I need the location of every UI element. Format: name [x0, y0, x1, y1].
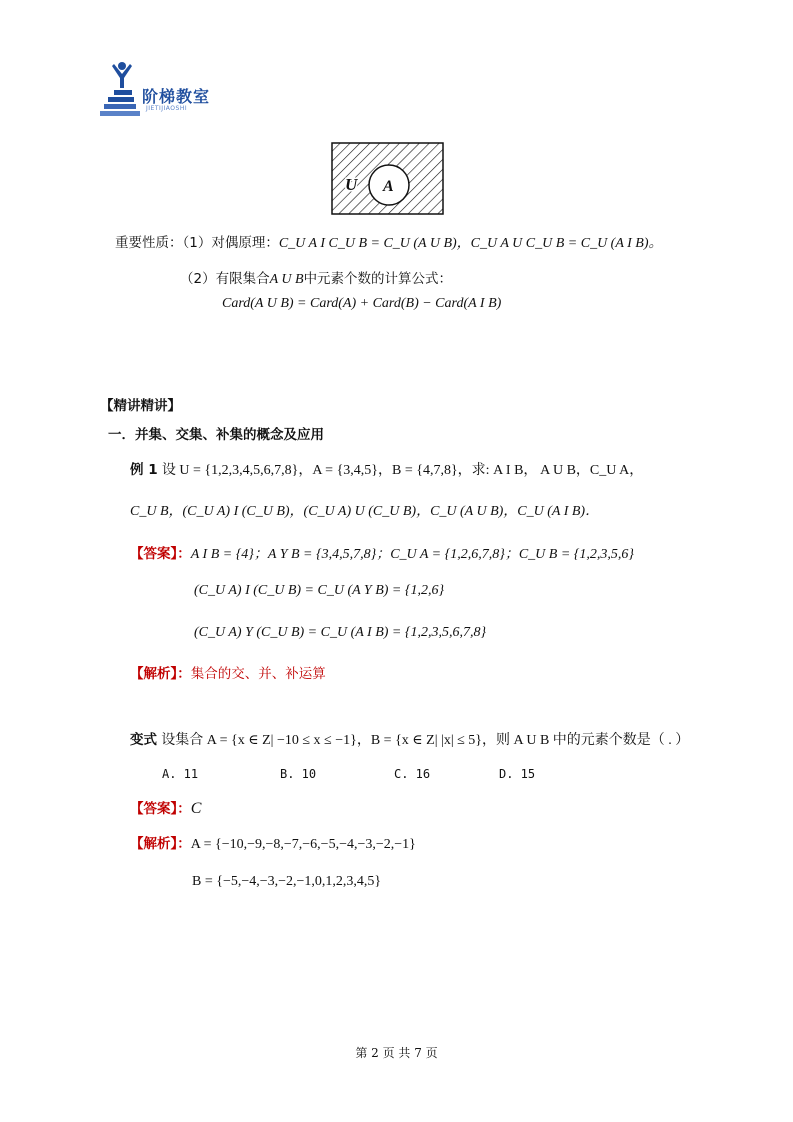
logo: [100, 60, 230, 122]
variant-answer: C: [190, 800, 202, 817]
example1-question-line2: C_U B，(C_U A) I (C_U B)，(C_U A) U (C_U B)，C_U (A U B)，C_U (A I B)．: [130, 504, 600, 519]
section-title: 【精讲精讲】: [100, 398, 181, 414]
example1-line-1: [130, 458, 643, 479]
example1-answer-3: (C_U A) Y (C_U B) = C_U (A I B) = {1,2,3,5,6,7,8}: [194, 625, 487, 640]
property-item2-prefix: （2）有限集合: [180, 271, 270, 287]
property-item2-suffix: 中元素个数的计算公式：: [303, 271, 453, 287]
example1-answer-1: A I B = {4}；A Y B = {3,4,5,7,8}；C_U A = {1,2,6,7,8}；C_U B = {1,2,3,5,6}: [190, 547, 634, 562]
variant-option-c: C. 16: [394, 767, 431, 781]
variant-question: 设集合 A = {x ∈ Z| −10 ≤ x ≤ −1}，B = {x ∈ Z| |x| ≤ 5}，则 A U B 中的元素个数是（ . ）: [161, 733, 690, 748]
variant-answer-label: 【答案】：: [130, 801, 191, 817]
example1-answer-label: 【答案】：: [130, 546, 191, 562]
variant-option-a: A. 11: [162, 767, 199, 781]
example1-answer-row: [130, 542, 634, 563]
variant-analysis-1: A = {−10,−9,−8,−7,−6,−5,−4,−3,−2,−1}: [190, 837, 416, 852]
logo-pinyin: JIETIJIAOSHI: [146, 105, 188, 112]
example1-analysis-label: 【解析】：: [130, 666, 191, 682]
property-item1-prefix: （1）对偶原理：: [182, 235, 279, 251]
property-item1-formula: C_U A I C_U B = C_U (A U B)，C_U A U C_U B = C_U (A I B)。: [278, 236, 663, 251]
variant-analysis-2: B = {−5,−4,−3,−2,−1,0,1,2,3,4,5}: [192, 874, 382, 889]
venn-u-label: U: [345, 175, 358, 194]
variant-option-b: B. 10: [280, 767, 317, 781]
variant-label: 变式: [130, 732, 157, 748]
variant-option-d: D. 15: [499, 767, 536, 781]
variant-analysis-row: [130, 832, 416, 853]
property-item2-set: A U B: [269, 272, 304, 287]
example1-label: 例 1: [130, 462, 158, 478]
variant-question-row: [130, 728, 689, 749]
property-line-2: [180, 267, 452, 288]
property-label: 重要性质：: [115, 235, 183, 251]
example1-question-line1: 设 U = {1,2,3,4,5,6,7,8}，A = {3,4,5}，B = {4,7,8}，求: A I B， A U B，C_U A，: [161, 463, 644, 478]
section-heading: 一．并集、交集、补集的概念及应用: [108, 427, 324, 443]
property-line-1: [115, 231, 663, 252]
venn-diagram: [331, 142, 445, 216]
card-formula: Card(A U B) = Card(A) + Card(B) − Card(A I B): [222, 296, 502, 311]
example1-answer-2: (C_U A) I (C_U B) = C_U (A Y B) = {1,2,6}: [194, 583, 445, 598]
example1-analysis-text: 集合的交、并、补运算: [190, 666, 326, 682]
venn-a-label: A: [383, 178, 394, 195]
variant-answer-row: [130, 797, 201, 818]
logo-name: 阶梯教室: [142, 87, 211, 106]
example1-analysis-row: [130, 662, 326, 682]
page-footer: 第 2 页 共 7 页: [355, 1046, 438, 1060]
variant-analysis-label: 【解析】：: [130, 836, 191, 852]
